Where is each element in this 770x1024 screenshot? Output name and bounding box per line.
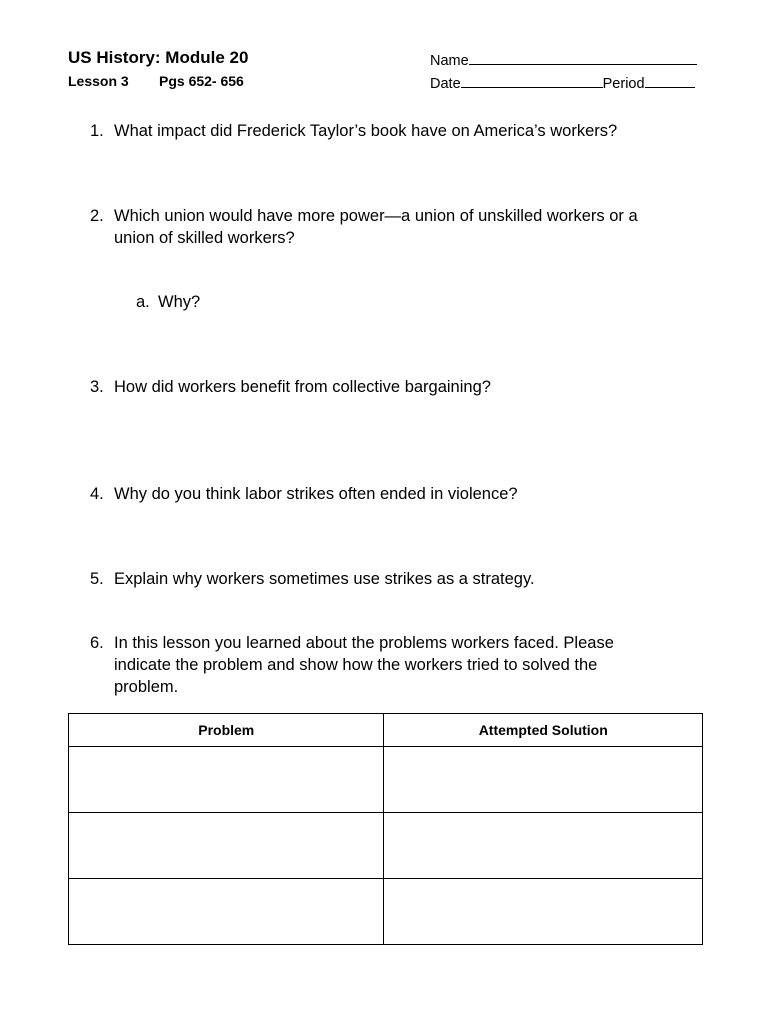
question-number: 2. — [90, 207, 104, 225]
problem-cell[interactable] — [69, 747, 384, 813]
solution-cell[interactable] — [384, 747, 703, 813]
lesson-label: Lesson 3 — [68, 73, 129, 89]
question-text: problem. — [114, 678, 179, 696]
question-number: 5. — [90, 570, 104, 588]
question-text: How did workers benefit from collective bargaining? — [114, 378, 491, 396]
period-blank[interactable] — [645, 73, 695, 88]
table-row — [69, 813, 703, 879]
question-text: In this lesson you learned about the problems workers faced. Please — [114, 634, 614, 652]
problem-column-header: Problem — [69, 714, 384, 747]
pages-label: Pgs 652- 656 — [159, 73, 244, 89]
table-row — [69, 747, 703, 813]
question-text: indicate the problem and show how the workers tried to solved the — [114, 656, 598, 674]
problem-solution-table — [68, 713, 703, 945]
question-number: 4. — [90, 485, 104, 503]
solution-column-header: Attempted Solution — [384, 714, 703, 747]
question-number: 3. — [90, 378, 104, 396]
question-number: 6. — [90, 634, 104, 652]
worksheet-title: US History: Module 20 — [68, 48, 249, 67]
date-blank[interactable] — [461, 73, 603, 88]
question-text: Which union would have more power—a union of unskilled workers or a — [114, 207, 638, 225]
table-header-row — [69, 714, 703, 747]
solution-cell[interactable] — [384, 879, 703, 945]
question-number: a. — [136, 293, 150, 311]
question-text: What impact did Frederick Taylor’s book have on America’s workers? — [114, 122, 618, 140]
name-label: Name — [430, 53, 469, 69]
problem-cell[interactable] — [69, 813, 384, 879]
period-label: Period — [602, 76, 645, 92]
question-text: Why do you think labor strikes often ended in violence? — [114, 485, 518, 503]
date-period-field[interactable] — [430, 73, 695, 92]
question-text: Why? — [158, 293, 201, 311]
table-row — [69, 879, 703, 945]
name-field[interactable] — [430, 50, 697, 69]
name-blank[interactable] — [469, 50, 697, 65]
date-label: Date — [430, 76, 461, 92]
question-text: union of skilled workers? — [114, 229, 295, 247]
solution-cell[interactable] — [384, 813, 703, 879]
problem-cell[interactable] — [69, 879, 384, 945]
question-number: 1. — [90, 122, 104, 140]
question-text: Explain why workers sometimes use strikes as a strategy. — [114, 570, 535, 588]
